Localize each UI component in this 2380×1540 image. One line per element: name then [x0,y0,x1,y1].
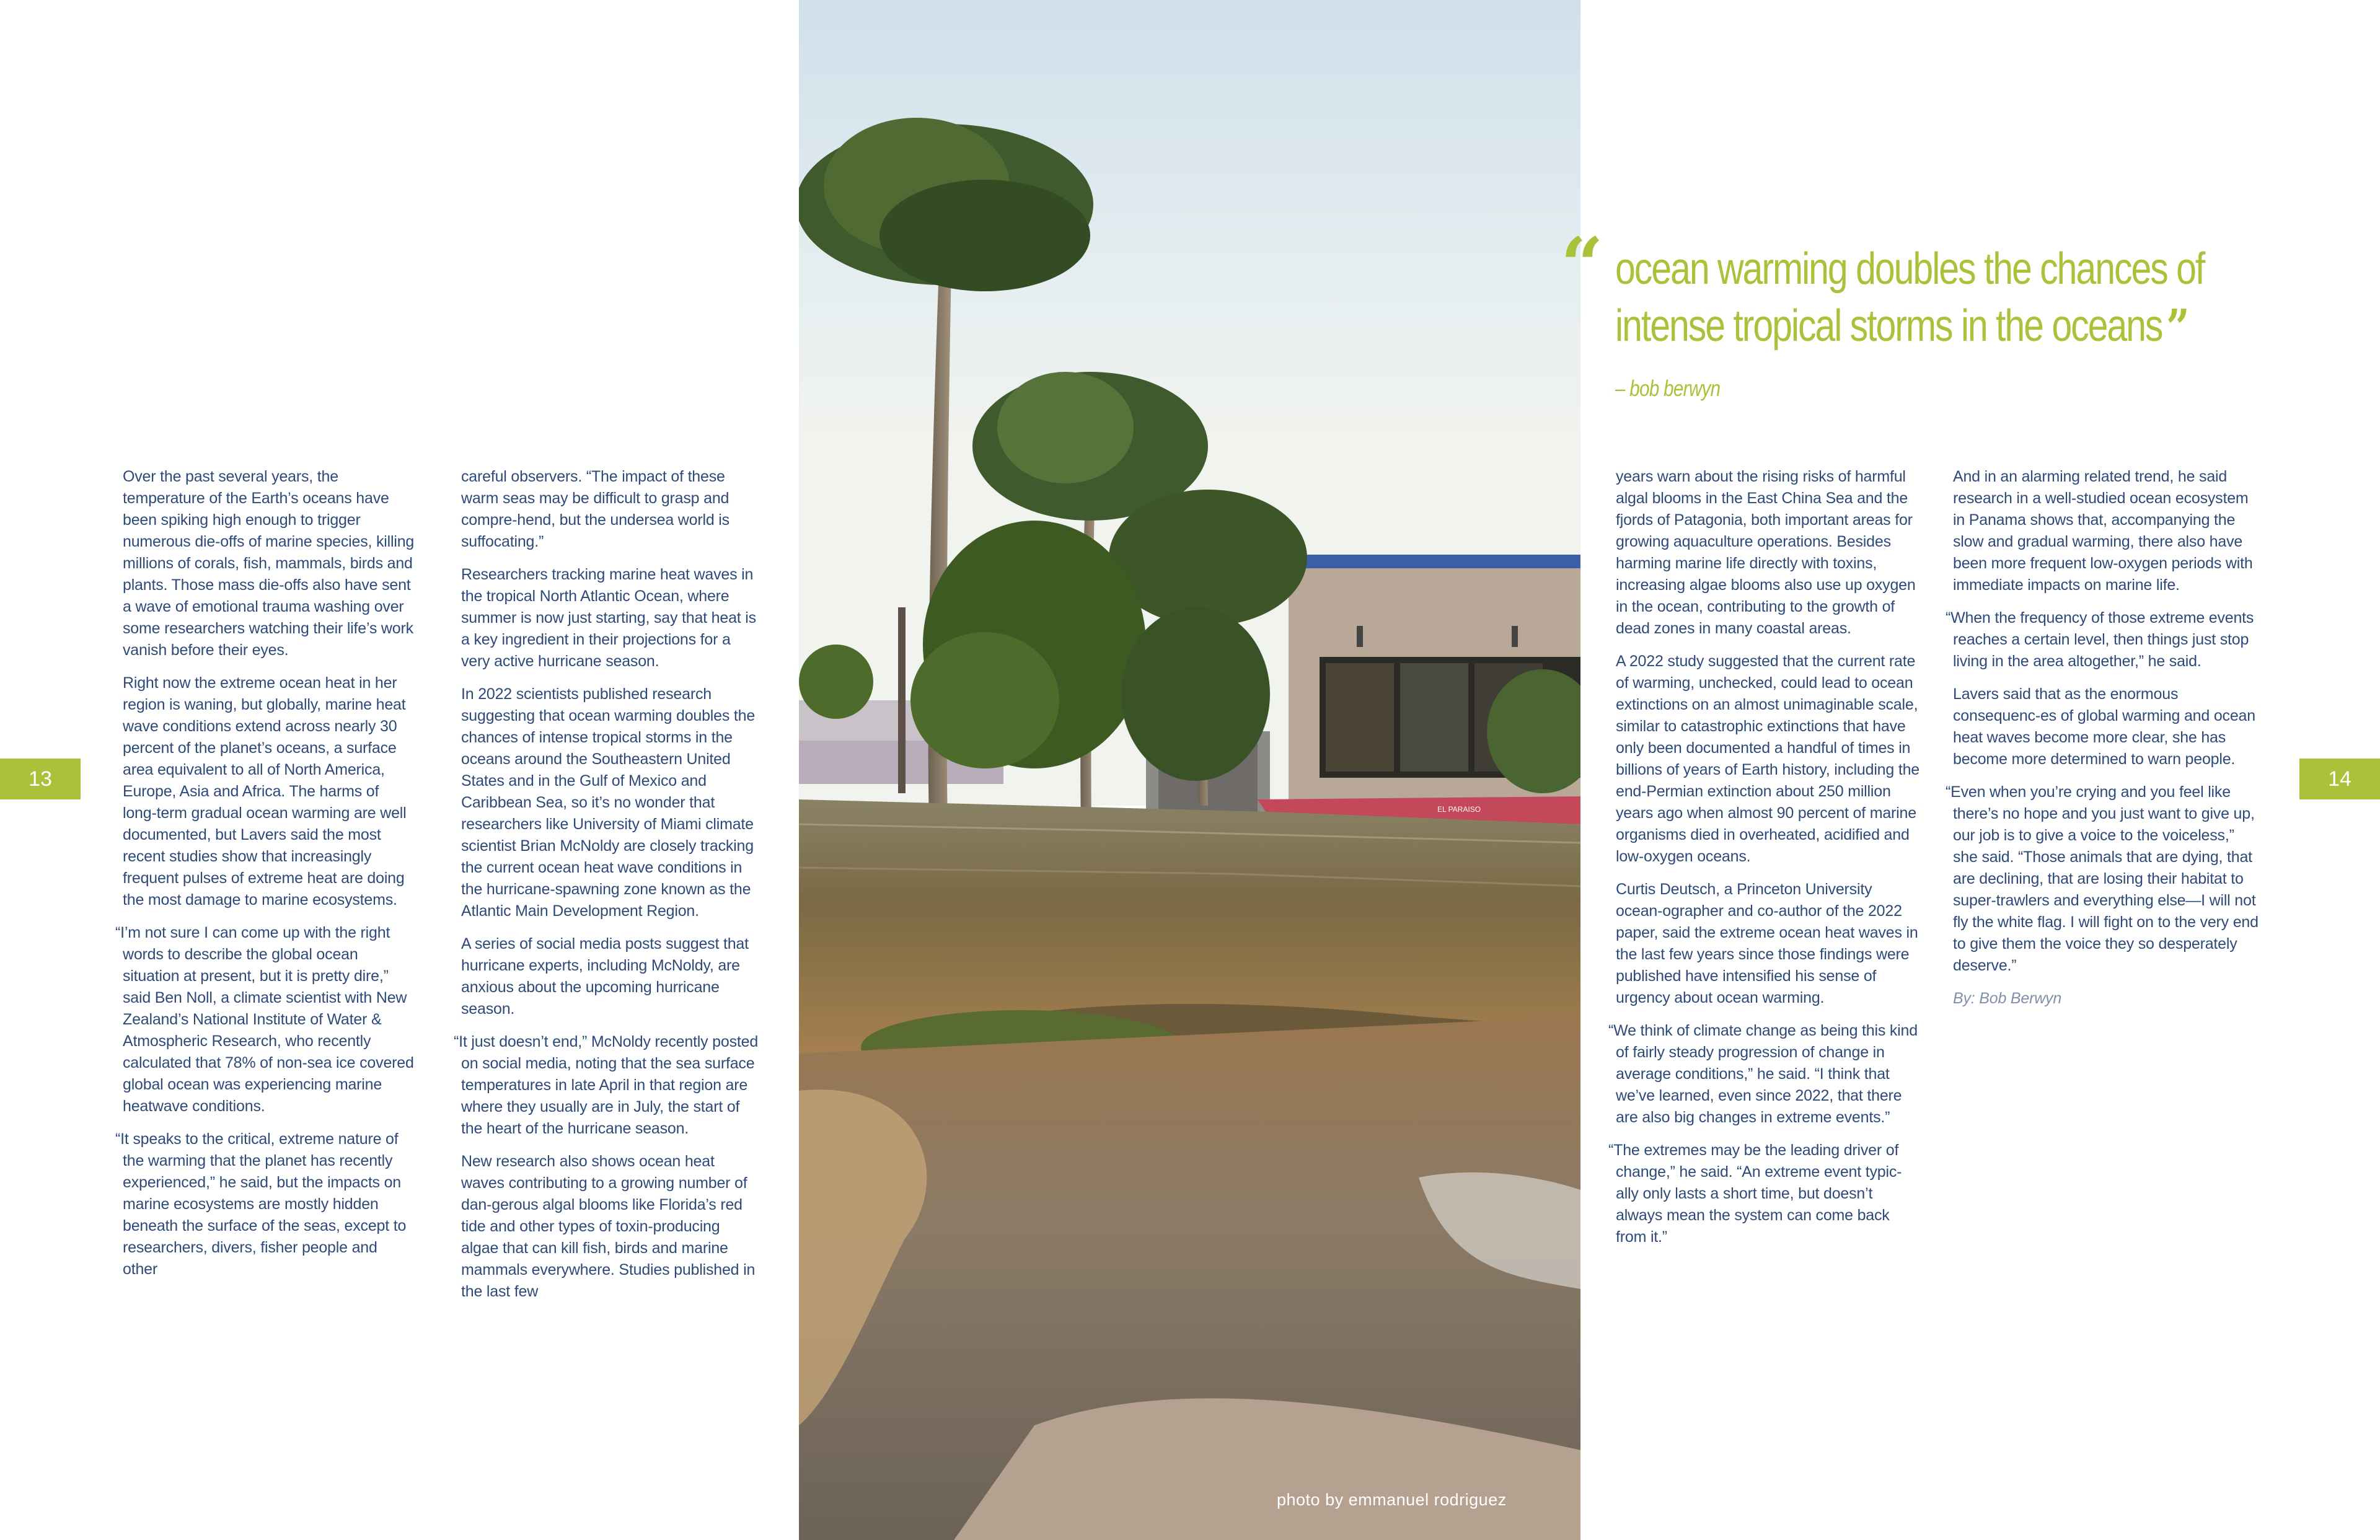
open-quote-mark: “ [1561,221,1604,309]
paragraph: And in an alarming related trend, he said research in a well-studied ocean ecosystem in Panama shows that, accompanying the slow and gradual warming, there also have been more frequent low-oxygen periods with immediate impacts on marine life. [1953,468,2253,594]
article-column-4 [1946,466,2263,1021]
paragraph: Over the past several years, the temperature of the Earth’s oceans have been spiking high enough to trigger numerous die-offs of marine species, killing millions of corals, fish, mammals, birds and plants. Those mass die-offs also have sent a wave of emotional trauma washing over some researchers watching their life’s work vanish before their eyes. [123,468,415,659]
article-column-2 [454,466,759,1314]
paragraph: Curtis Deutsch, a Princeton University ocean-ographer and co-author of the 2022 paper, said the extreme ocean heat waves in the last few years since those findings were published have intensified his sense of urgency about ocean warming. [1616,881,1918,1006]
close-quote-mark: ” [2166,298,2188,356]
pull-quote-text-wrapper [1615,240,2276,356]
pull-quote-attribution: – bob berwyn [1615,376,1721,401]
curb-sign-text: EL PARAISO [1437,805,1481,814]
paragraph: “We think of climate change as being this kind of fairly steady progression of change in average conditions,” he said. “I think that we’ve learned, even since 2022, that there are also big changes in extreme events.” [1608,1022,1918,1126]
paragraph: In 2022 scientists published research suggesting that ocean warming doubles the chances of intense tropical storms in the oceans around the Southeastern United States and in the Gulf of Mexico and Caribbean Sea, so it’s no wonder that researchers like University of Miami climate scientist Brian McNoldy are closely tracking the current ocean heat wave conditions in the hurricane-spawning zone known as the Atlantic Main Development Region. [461,685,756,920]
paragraph: “It just doesn’t end,” McNoldy recently posted on social media, noting that the sea surface temperatures in late April in that region are where they usually are in July, the start of the heart of the hurricane season. [454,1033,759,1137]
paragraph: Right now the extreme ocean heat in her region is waning, but globally, marine heat wave conditions extend across nearly 30 percent of the planet’s oceans, a surface area equivalent to all of North America, Europe, Asia and Africa. The harms of long-term gradual ocean warming are well documented, but Lavers said the most recent studies show that increasingly frequent pulses of extreme heat are doing the most damage to marine ecosystems. [123,674,407,909]
paragraph: “The extremes may be the leading driver of change,” he said. “An extreme event typic-ally only lasts a short time, but doesn’t always mean the system can come back from it.” [1608,1142,1902,1246]
paragraph: Lavers said that as the enormous consequenc-es of global warming and ocean heat waves become more clear, she has become more determined to warn people. [1953,685,2255,768]
page-number-right: 14 [2299,759,2380,799]
pull-quote-text: ocean warming doubles the chances of intense tropical storms in the oceans [1615,244,2205,351]
paragraph: “I’m not sure I can come up with the right words to describe the global ocean situation at present, but it is pretty dire,” said Ben Noll, a climate scientist with New Zealand’s National Institute of Water & Atmospheric Research, who recently calculated that 78% of non-sea ice covered global ocean was experiencing marine heatwave conditions. [115,924,414,1115]
paragraph: New research also shows ocean heat waves contributing to a growing number of dan-gerous algal blooms like Florida’s red tide and other types of toxin-producing algae that can kill fish, birds and marine mammals everywhere. Studies published in the last few [461,1153,756,1300]
paragraph: A 2022 study suggested that the current rate of warming, unchecked, could lead to ocean extinctions on an almost unimaginable scale, similar to catastrophic extinctions that have only been documented a handful of times in billions of years of Earth history, including the end-Permian extinction about 250 million years ago when almost 90 percent of marine organisms died in overheated, acidified and low-oxygen oceans. [1616,653,1919,865]
byline: By: Bob Berwyn [1953,990,2062,1007]
paragraph: Researchers tracking marine heat waves in the tropical North Atlantic Ocean, where summer is now just starting, say that heat is a key ingredient in their projections for a very active hurricane season. [461,566,756,670]
page-number-left: 13 [0,759,81,799]
article-column-1 [115,466,415,1291]
photo-credit: photo by emmanuel rodriguez [1277,1490,1507,1509]
paragraph: years warn about the rising risks of harmful algal blooms in the East China Sea and the fjords of Patagonia, both important areas for growing aquaculture operations. Besides harming marine life directly with toxins, increasing algae blooms also use up oxygen in the ocean, contributing to the growth of dead zones in many coastal areas. [1616,468,1916,637]
paragraph: “It speaks to the critical, extreme nature of the warming that the planet has recently experienced,” he said, but the impacts on marine ecosystems are mostly hidden beneath the surface of the seas, except to researchers, divers, fisher people and other [115,1130,407,1278]
flooded-street-photo [799,0,1580,1540]
paragraph: “When the frequency of those extreme events reaches a certain level, then things just stop living in the area altogether,” he said. [1946,609,2254,670]
paragraph: A series of social media posts suggest that hurricane experts, including McNoldy, are anxious about the upcoming hurricane season. [461,935,749,1018]
article-column-3 [1608,466,1919,1259]
pull-quote [1561,221,2280,401]
paragraph: “Even when you’re crying and you feel like there’s no hope and you just want to give up, our job is to give a voice to the voiceless,” she said. “Those animals that are dying, that are declining, that are losing their habitat to super-trawlers and everything else—I will not fly the white flag. I will fight on to the very end to give them the voice they so desperately deserve.” [1946,783,2259,974]
paragraph: careful observers. “The impact of these warm seas may be difficult to grasp and compre-hend, but the undersea world is suffocating.” [461,468,729,550]
